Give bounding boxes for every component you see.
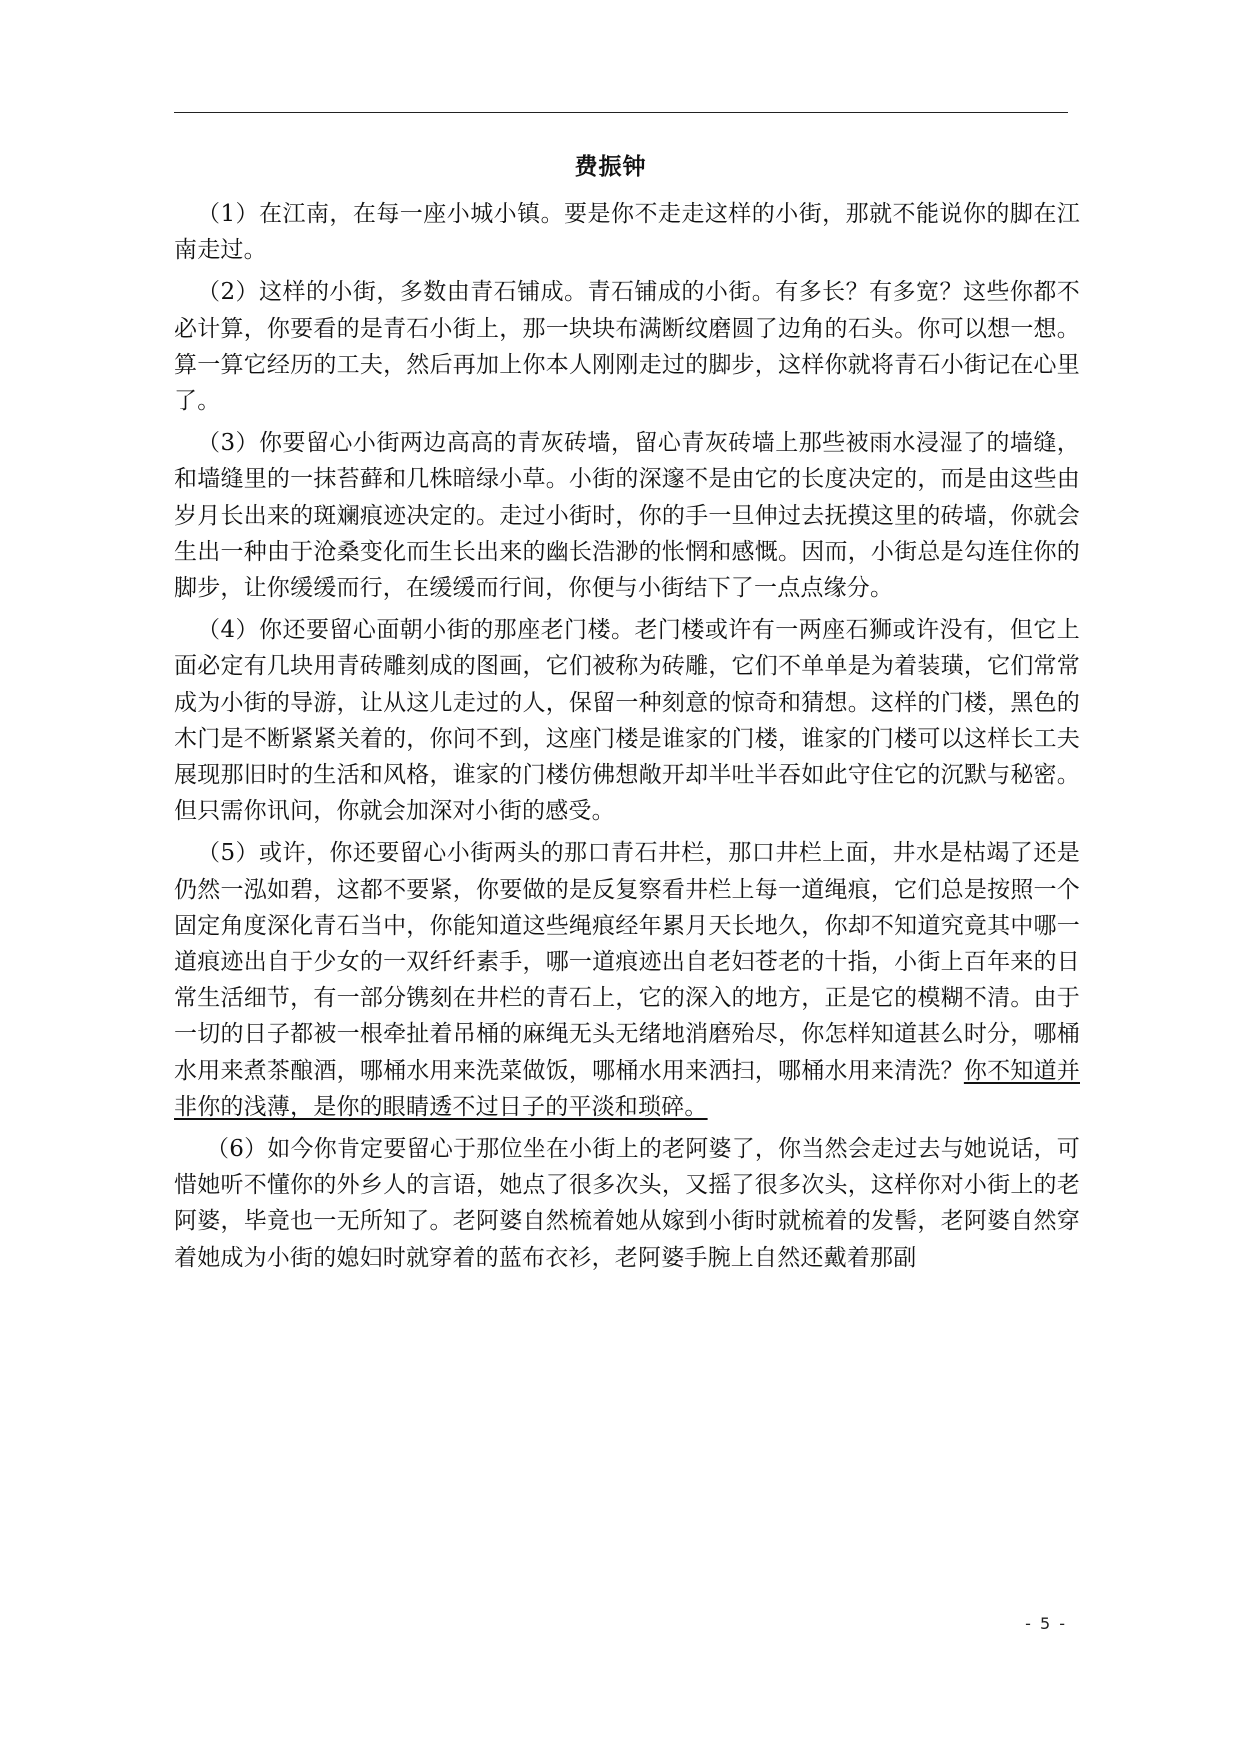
paragraph-2: （2）这样的小街，多数由青石铺成。青石铺成的小街。有多长？有多宽？这些你都不必计算，你要看的是青石小街上，那一块块布满断纹磨圆了边角的石头。你可以想一想。算一算它经历的工夫，然后再加上你本人刚刚走过的脚步，这样你就将青石小街记在心里了。 — [174, 279, 1080, 415]
author-name: 费振钟 — [574, 153, 647, 180]
header-rule — [174, 112, 1068, 113]
underlined-sentence: 你不知道并非你的浅薄，是你的眼睛透不过日子的平淡和琐碎。 — [174, 1057, 1080, 1120]
paragraph-3: （3）你要留心小街两边高高的青灰砖墙，留心青灰砖墙上那些被雨水浸湿了的墙缝，和墙缝里的一抹苔藓和几株暗绿小草。小街的深邃不是由它的长度决定的，而是由这些由岁月长出来的斑斓痕迹决定的。走过小街时，你的手一旦伸过去抚摸这里的砖墙，你就会生出一种由于沧桑变化而生长出来的幽长浩渺的怅惘和感慨。因而，小街总是勾连住你的脚步，让你缓缓而行，在缓缓而行间，你便与小街结下了一点点缘分。 — [174, 430, 1080, 602]
page-number: - 5 - — [1025, 1614, 1067, 1633]
article-body — [174, 196, 1080, 1282]
paragraph-5 — [174, 835, 1080, 1125]
paragraph-6: （6）如今你肯定要留心于那位坐在小街上的老阿婆了，你当然会走过去与她说话，可惜她听不懂你的外乡人的言语，她点了很多次头，又摇了很多次头，这样你对小街上的老阿婆，毕竟也一无所知了。老阿婆自然梳着她从嫁到小街时就梳着的发髻，老阿婆自然穿着她成为小街的媳妇时就穿着的蓝布衣衫，老阿婆手腕上自然还戴着那副 — [174, 1136, 1080, 1271]
paragraph-4: （4）你还要留心面朝小街的那座老门楼。老门楼或许有一两座石狮或许没有，但它上面必定有几块用青砖雕刻成的图画，它们被称为砖雕，它们不单单是为着装璜，它们常常成为小街的导游，让从这儿走过的人，保留一种刻意的惊奇和猜想。这样的门楼，黑色的木门是不断紧紧关着的，你问不到，这座门楼是谁家的门楼，谁家的门楼可以这样长工夫展现那旧时的生活和风格，谁家的门楼仿佛想敞开却半吐半吞如此守住它的沉默与秘密。但只需你讯问，你就会加深对小街的感受。 — [174, 617, 1080, 825]
paragraph-5-text: （5）或许，你还要留心小街两头的那口青石井栏，那口井栏上面，井水是枯竭了还是仍然一泓如碧，这都不要紧，你要做的是反复察看井栏上每一道绳痕，它们总是按照一个固定角度深化青石当中，你能知道这些绳痕经年累月天长地久，你却不知道究竟其中哪一道痕迹出自于少女的一双纤纤素手，哪一道痕迹出自老妇苍老的十指，小街上百年来的日常生活细节，有一部分镌刻在井栏的青石上，它的深入的地方，正是它的模糊不清。由于一切的日子都被一根牵扯着吊桶的麻绳无头无绪地消磨殆尽，你怎样知道甚么时分，哪桶水用来煮茶酿酒，哪桶水用来洗菜做饭，哪桶水用来洒扫，哪桶水用来清洗？ — [174, 840, 1080, 1084]
paragraph-1: （1）在江南，在每一座小城小镇。要是你不走走这样的小街，那就不能说你的脚在江南走过。 — [174, 201, 1080, 264]
